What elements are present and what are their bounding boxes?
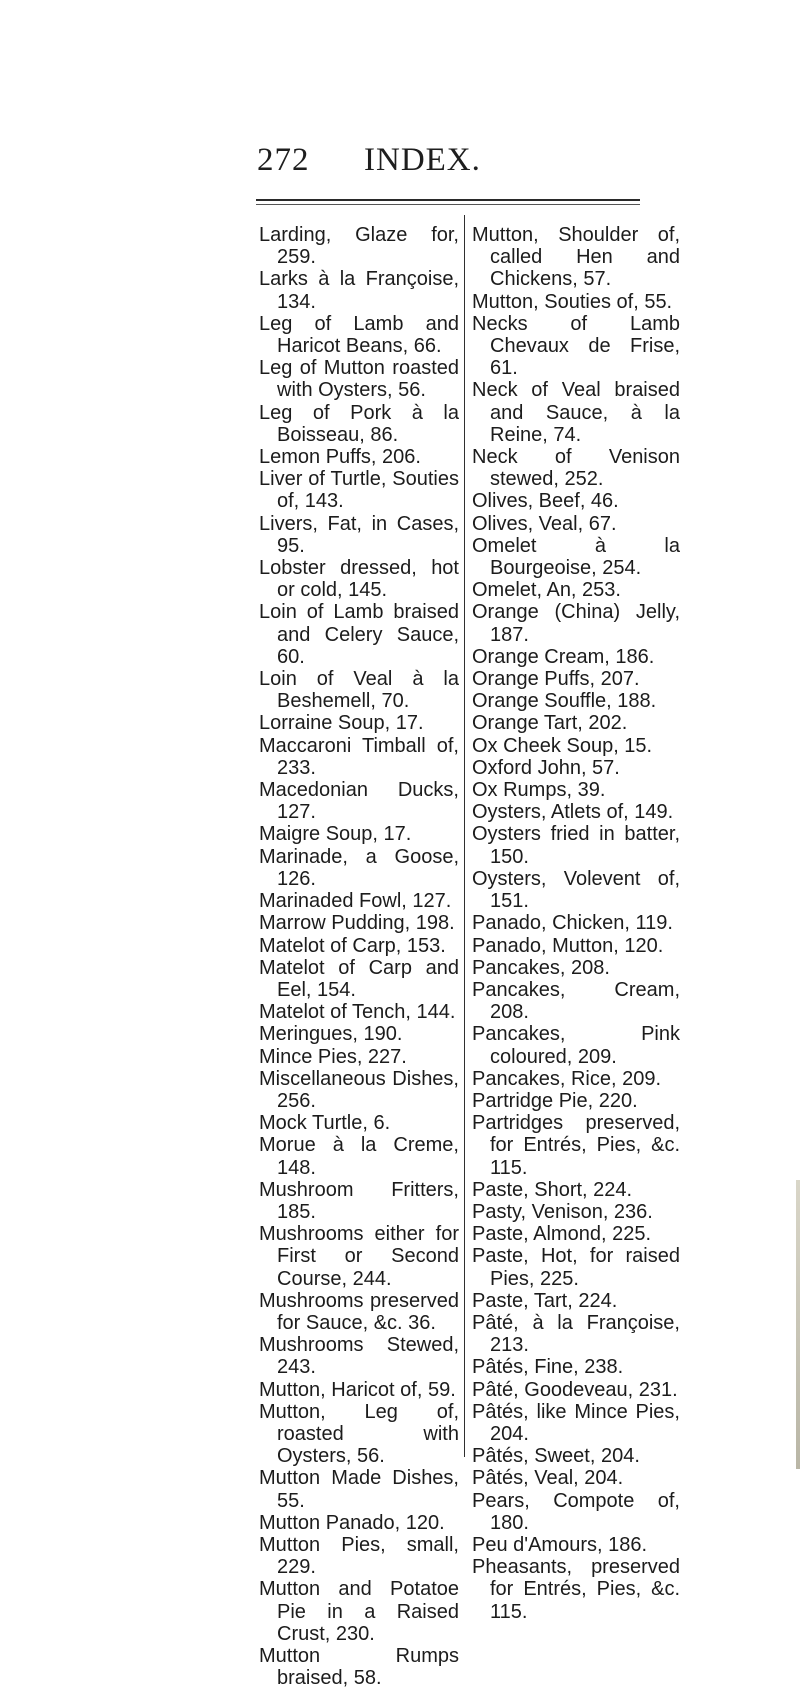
index-entry: Pancakes, Pink coloured, 209. (472, 1023, 680, 1068)
index-entry: Mince Pies, 227. (259, 1045, 407, 1068)
page-title: INDEX. (364, 142, 481, 178)
index-entry: Morue à la Creme, 148. (259, 1134, 459, 1179)
index-entry: Oxford John, 57. (472, 756, 620, 779)
header-rule-thick (256, 199, 640, 201)
index-column-right (472, 224, 680, 1623)
index-entry: Leg of Mutton roasted with Oysters, 56. (259, 357, 459, 402)
index-entry: Matelot of Tench, 144. (259, 1001, 456, 1024)
index-entry: Pâtés, Sweet, 204. (472, 1445, 640, 1468)
index-entry: Mutton, Haricot of, 59. (259, 1378, 456, 1401)
index-entry: Mushrooms either for First or Second Course, 244. (259, 1223, 459, 1290)
index-entry: Mutton, Leg of, roasted with Oysters, 56. (259, 1400, 459, 1468)
index-entry: Pâtés, Veal, 204. (472, 1467, 624, 1490)
index-entry: Lemon Puffs, 206. (259, 446, 421, 469)
index-entry: Ox Cheek Soup, 15. (472, 734, 653, 757)
index-entry: Marinade, a Goose, 126. (259, 845, 459, 890)
index-entry: Pears, Compote of, 180. (472, 1489, 680, 1534)
index-entry: Mushrooms Stewed, 243. (259, 1334, 459, 1379)
index-entry: Liver of Turtle, Souties of, 143. (259, 468, 459, 513)
index-entry: Mutton Pies, small, 229. (259, 1533, 459, 1579)
index-entry: Larding, Glaze for, 259. (259, 224, 459, 269)
index-entry: Paste, Tart, 224. (472, 1289, 618, 1312)
index-entry: Larks à la Françoise, 134. (259, 268, 459, 313)
index-entry: Omelet à la Bourgeoise, 254. (472, 534, 680, 580)
index-entry: Orange Souffle, 188. (472, 690, 657, 713)
index-entry: Mutton, Shoulder of, called Hen and Chickens, 57. (472, 224, 680, 291)
index-entry: Peu d'Amours, 186. (472, 1533, 648, 1556)
index-entry: Panado, Mutton, 120. (472, 934, 664, 957)
index-entry: Marinaded Fowl, 127. (259, 890, 452, 913)
index-entry: Pancakes, Rice, 209. (472, 1067, 661, 1090)
index-entry: Oysters, Volevent of, 151. (472, 867, 680, 913)
column-divider (464, 215, 465, 1457)
index-entry: Panado, Chicken, 119. (472, 912, 673, 935)
index-entry: Leg of Lamb and Haricot Beans, 66. (259, 312, 459, 358)
index-entry: Pheasants, preserved for Entrés, Pies, &c. 115. (472, 1556, 680, 1623)
index-entry: Pâtés, Fine, 238. (472, 1356, 624, 1379)
index-entry: Mutton Panado, 120. (259, 1511, 445, 1534)
index-entry: Olives, Beef, 46. (472, 490, 619, 513)
index-entry: Mutton Rumps braised, 58. (259, 1645, 459, 1689)
index-entry: Orange Puffs, 207. (472, 668, 640, 691)
index-entry: Mushroom Fritters, 185. (259, 1178, 459, 1223)
index-entry: Leg of Pork à la Boisseau, 86. (259, 401, 459, 446)
index-entry: Partridges preserved, for Entrés, Pies, &c. 115. (472, 1112, 680, 1179)
index-entry: Paste, Short, 224. (472, 1178, 633, 1201)
index-entry: Necks of Lamb Chevaux de Frise, 61. (472, 312, 680, 380)
index-entry: Lorraine Soup, 17. (259, 712, 424, 735)
index-entry: Pancakes, 208. (472, 956, 610, 979)
index-entry: Orange (China) Jelly, 187. (472, 601, 680, 646)
index-entry: Marrow Pudding, 198. (259, 912, 455, 935)
index-entry: Mutton Made Dishes, 55. (259, 1467, 459, 1512)
index-entry: Macedonian Ducks, 127. (259, 779, 459, 824)
index-entry: Orange Tart, 202. (472, 712, 628, 735)
index-entry: Miscellaneous Dishes, 256. (259, 1067, 459, 1112)
index-entry: Matelot of Carp, 153. (259, 934, 446, 957)
index-entry: Paste, Hot, for raised Pies, 225. (472, 1245, 680, 1290)
page-number: 272 (257, 142, 310, 178)
index-entry: Mushrooms preserved for Sauce, &c. 36. (259, 1289, 459, 1334)
page-edge-shadow (796, 1180, 800, 1469)
index-entry: Lobster dressed, hot or cold, 145. (259, 557, 459, 602)
index-entry: Oysters fried in batter, 150. (472, 823, 680, 868)
index-entry: Pâté, Goodeveau, 231. (472, 1378, 678, 1401)
index-entry: Pâté, à la Françoise, 213. (472, 1311, 680, 1357)
index-entry: Oysters, Atlets of, 149. (472, 801, 674, 824)
index-entry: Meringues, 190. (259, 1023, 403, 1046)
index-column-left (259, 224, 459, 1689)
index-entry: Loin of Lamb braised and Celery Sauce, 60. (259, 601, 459, 668)
index-entry: Loin of Veal à la Beshemell, 70. (259, 668, 459, 713)
index-entry: Omelet, An, 253. (472, 579, 621, 602)
index-entry: Maccaroni Timball of, 233. (259, 734, 459, 779)
index-entry: Mock Turtle, 6. (259, 1112, 391, 1135)
index-entry: Paste, Almond, 225. (472, 1223, 652, 1246)
index-entry: Pancakes, Cream, 208. (472, 978, 680, 1024)
index-entry: Partridge Pie, 220. (472, 1089, 638, 1112)
index-entry: Ox Rumps, 39. (472, 779, 606, 802)
index-entry: Livers, Fat, in Cases, 95. (259, 512, 459, 557)
index-entry: Neck of Veal braised and Sauce, à la Reine, 74. (472, 379, 680, 446)
header-rule-thin (256, 204, 640, 205)
index-entry: Pâtés, like Mince Pies, 204. (472, 1400, 680, 1445)
index-entry: Mutton and Potatoe Pie in a Raised Crust, 230. (259, 1578, 459, 1645)
index-entry: Neck of Venison stewed, 252. (472, 446, 680, 491)
index-entry: Olives, Veal, 67. (472, 512, 617, 535)
index-entry: Mutton, Souties of, 55. (472, 290, 673, 313)
index-entry: Pasty, Venison, 236. (472, 1200, 653, 1223)
index-entry: Orange Cream, 186. (472, 645, 655, 668)
index-entry: Maigre Soup, 17. (259, 823, 412, 846)
index-entry: Matelot of Carp and Eel, 154. (259, 956, 459, 1001)
page-header (0, 142, 800, 182)
